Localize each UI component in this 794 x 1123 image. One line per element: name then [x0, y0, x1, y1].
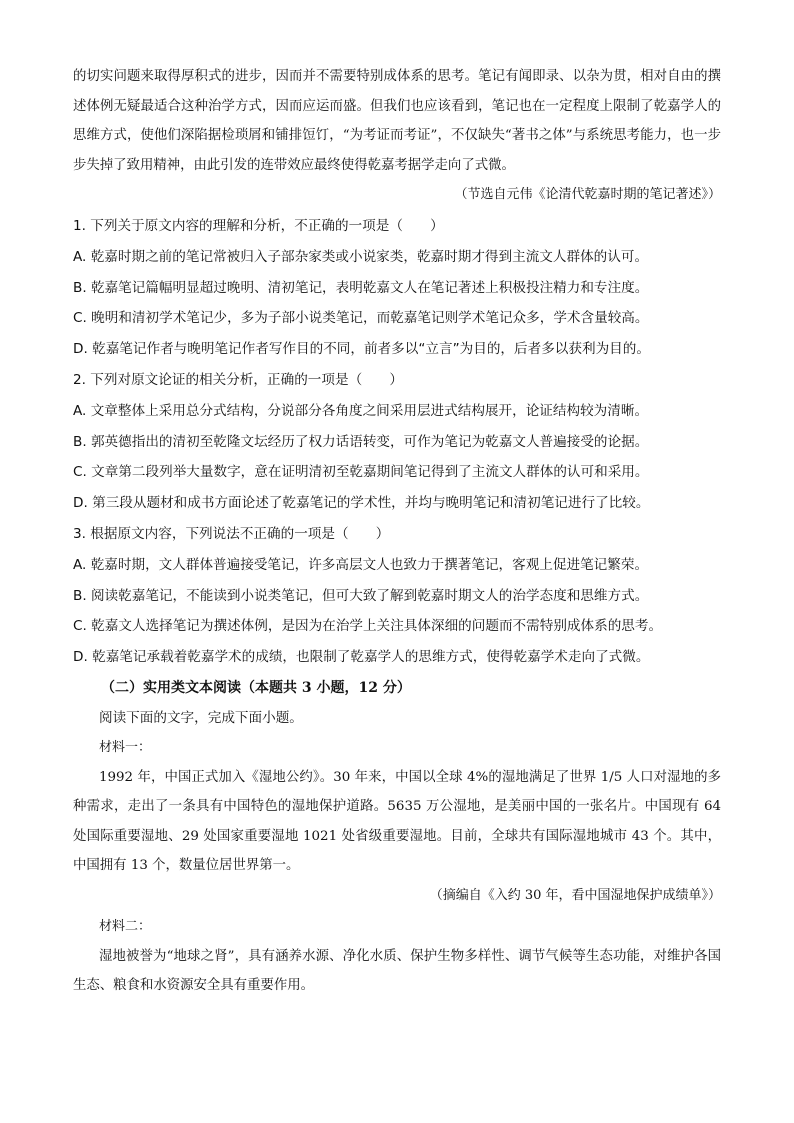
- question-stem: 2. 下列对原文论证的相关分析，正确的一项是（ ）: [73, 371, 403, 388]
- passage-source: （节选自元伟《论清代乾嘉时期的笔记著述》）: [454, 187, 721, 202]
- passage-continuation: 的切实问题来取得厚积式的进步，因而并不需要特别成体系的思考。笔记有闻即录、以杂为贯，相对自由的撰述体例无疑最适合这种治学方式，因而应运而盛。但我们也应该看到，笔记也在一定程度上限制了乾嘉学人的思维方式，使他们深陷据检琐屑和铺排饾饤，“为考证而考证”，不仅缺失“著书之体”与系统思考能力，也一步步失掉了致用精神，由此引发的连带效应最终使得乾嘉考据学走向了式微。: [73, 69, 721, 173]
- material-1-source: （摘编自《入约 30 年，看中国湿地保护成绩单》）: [429, 887, 721, 903]
- material-1-text: 1992 年，中国正式加入《湿地公约》。30 年来，中国以全球 4%的湿地满足了世界 1/5 人口对湿地的多种需求，走出了一条具有中国特色的湿地保护道路。5635 万公湿地，是美丽中国的一张名片。中国现有 64 处国际重要湿地、29 处国家重要湿地 1021 处省级重要湿地。目前，全球共有国际湿地城市 43 个。其中，中国拥有 13 个，数量位居世界第一。: [73, 769, 721, 874]
- option-a: A. 乾嘉时期之前的笔记常被归入子部杂家类或小说家类，乾嘉时期才得到主流文人群体的认可。: [73, 248, 649, 265]
- option-b: B. 乾嘉笔记篇幅明显超过晚明、清初笔记，表明乾嘉文人在笔记著述上积极投注精力和专注度。: [73, 279, 649, 296]
- option-c: C. 晚明和清初学术笔记少，多为子部小说类笔记，而乾嘉笔记则学术笔记众多，学术含量较高。: [73, 310, 649, 327]
- material-2-label: 材料二：: [99, 918, 152, 934]
- section-title: （二）实用类文本阅读（本题共 3 小题，12 分）: [101, 679, 411, 696]
- option-d: D. 第三段从题材和成书方面论述了乾嘉笔记的学术性，并均与晚明笔记和清初笔记进行了比较。: [73, 495, 650, 512]
- option-a: A. 文章整体上采用总分式结构，分说部分各角度之间采用层进式结构展开，论证结构较为清晰。: [73, 402, 649, 419]
- question-stem: 3. 根据原文内容，下列说法不正确的一项是（ ）: [73, 525, 390, 542]
- option-d: D. 乾嘉笔记承载着乾嘉学术的成绩，也限制了乾嘉学人的思维方式，使得乾嘉学术走向了式微。: [73, 649, 650, 666]
- exam-page: [73, 62, 721, 1001]
- material-1-label: 材料一：: [99, 739, 152, 755]
- question-1: [73, 211, 721, 365]
- option-d: D. 乾嘉笔记作者与晚明笔记作者写作目的不同，前者多以“立言”为目的，后者多以获利为目的。: [73, 341, 650, 358]
- option-b: B. 阅读乾嘉笔记，不能读到小说类笔记，但可大致了解到乾嘉时期文人的治学态度和思维方式。: [73, 587, 649, 604]
- material-2-text: 湿地被誉为“地球之肾”，具有涵养水源、净化水质、保护生物多样性、调节气候等生态功能，对维护各国生态、粮食和水资源安全具有重要作用。: [73, 948, 721, 994]
- option-c: C. 乾嘉文人选择笔记为撰述体例，是因为在治学上关注具体深细的问题而不需特别成体系的思考。: [73, 618, 663, 635]
- option-a: A. 乾嘉时期，文人群体普遍接受笔记，许多高层文人也致力于撰著笔记，客观上促进笔记繁荣。: [73, 556, 649, 573]
- option-b: B. 郭英德指出的清初至乾隆文坛经历了权力话语转变，可作为笔记为乾嘉文人普遍接受的论据。: [73, 433, 649, 450]
- section-instruction: 阅读下面的文字，完成下面小题。: [99, 709, 303, 726]
- question-2: [73, 365, 721, 519]
- question-3: [73, 519, 721, 673]
- question-stem: 1. 下列关于原文内容的理解和分析，不正确的一项是（ ）: [73, 218, 444, 234]
- option-c: C. 文章第二段列举大量数字，意在证明清初至乾嘉期间笔记得到了主流文人群体的认可和采用。: [73, 464, 649, 481]
